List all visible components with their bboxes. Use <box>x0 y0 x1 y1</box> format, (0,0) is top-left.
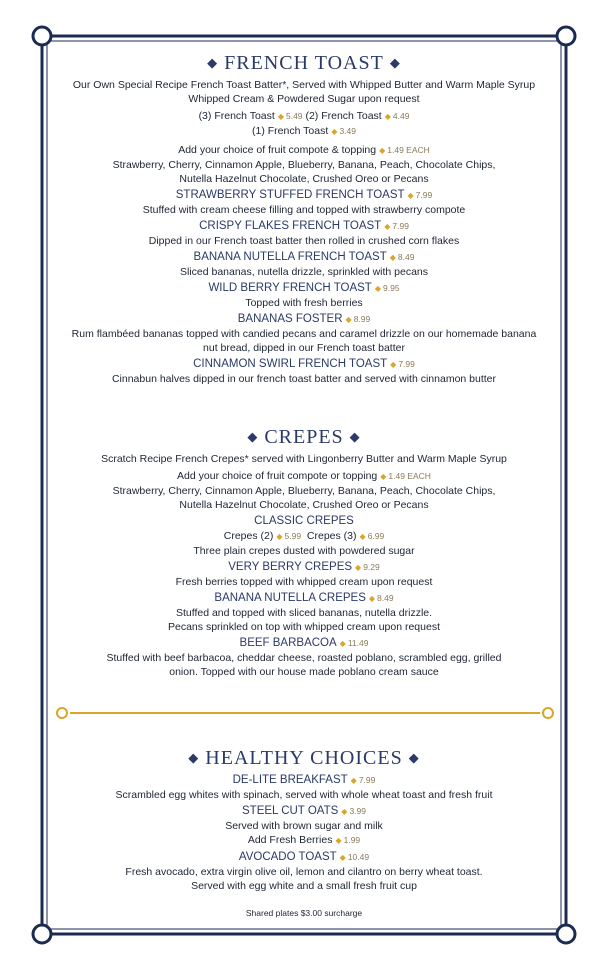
option-price: 6.99 <box>367 531 385 541</box>
price-diamond-icon: ◆ <box>384 112 391 121</box>
oats-addon <box>50 833 558 848</box>
diamond-icon: ◆ <box>349 429 361 444</box>
price-diamond-icon: ◆ <box>331 127 338 136</box>
price-diamond-icon: ◆ <box>389 253 396 262</box>
price-diamond-icon: ◆ <box>374 284 381 293</box>
item-price: 7.99 <box>398 359 415 369</box>
item-name-label: WILD BERRY FRENCH TOAST <box>208 282 372 294</box>
price-diamond-icon: ◆ <box>335 836 342 845</box>
option-price: 5.99 <box>284 531 302 541</box>
item-description: Dipped in our French toast batter then rolled in crushed corn flakes <box>148 235 460 247</box>
menu-item <box>50 357 558 372</box>
item-name-label: STRAWBERRY STUFFED FRENCH TOAST <box>175 189 405 201</box>
classic-crepes-name: CLASSIC CREPES <box>254 515 354 527</box>
price-diamond-icon: ◆ <box>390 360 397 369</box>
diamond-icon: ◆ <box>389 55 401 70</box>
diamond-icon: ◆ <box>188 750 200 765</box>
menu-item <box>50 188 558 203</box>
item-price: 8.99 <box>353 314 371 324</box>
item-price: 9.29 <box>363 562 380 572</box>
french-toast-toppings-2: Nutella Hazelnut Chocolate, Crushed Oreo or Pecans <box>179 173 429 185</box>
avocado-desc-2: Served with egg white and a small fresh fruit cup <box>191 880 417 892</box>
price-diamond-icon: ◆ <box>276 532 283 541</box>
item-name-label: BANANAS FOSTER <box>237 313 343 325</box>
item-price: 11.49 <box>347 638 369 648</box>
option-label: (1) French Toast <box>252 125 329 137</box>
item-name-label: BANANA NUTELLA CREPES <box>214 592 366 604</box>
item-price: 8.49 <box>377 593 394 603</box>
item-description: Fresh berries topped with whipped cream upon request <box>175 576 433 588</box>
item-price: 8.49 <box>397 252 415 262</box>
classic-crepes-desc: Three plain crepes dusted with powdered sugar <box>193 545 415 557</box>
avocado-toast <box>50 850 558 865</box>
item-description: Sliced bananas, nutella drizzle, sprinkled with pecans <box>179 266 429 278</box>
option-label: Crepes (2) <box>223 530 274 542</box>
price-diamond-icon: ◆ <box>368 594 376 603</box>
option-label: (2) French Toast <box>305 110 382 122</box>
item-name-label: STEEL CUT OATS <box>242 805 339 817</box>
item-name-label: BEEF BARBACOA <box>239 637 337 649</box>
french-toast-title: FRENCH TOAST <box>224 52 384 74</box>
menu-item <box>50 312 558 327</box>
addon-price: 1.49 EACH <box>388 471 431 481</box>
option-label: Crepes (3) <box>306 530 357 542</box>
delite-breakfast <box>50 773 558 788</box>
french-toast-items <box>50 188 558 386</box>
item-description: nut bread, dipped in our French toast batter <box>203 342 405 354</box>
crepes-toppings-1: Strawberry, Cherry, Cinnamon Apple, Blueberry, Banana, Peach, Chocolate Chips, <box>112 485 496 497</box>
french-toast-intro: Our Own Special Recipe French Toast Batter*, Served with Whipped Butter and Warm Maple Syrup <box>72 79 536 91</box>
option-label: (3) French Toast <box>198 110 275 122</box>
french-toast-option-single <box>50 124 558 139</box>
oats-desc: Served with brown sugar and milk <box>225 820 383 832</box>
item-description: Topped with fresh berries <box>245 297 363 309</box>
item-description: Rum flambéed bananas topped with candied pecans and caramel drizzle on our homemade banana <box>71 328 537 340</box>
price-diamond-icon: ◆ <box>384 222 391 231</box>
price-diamond-icon: ◆ <box>355 563 362 572</box>
menu-item <box>50 281 558 296</box>
french-toast-intro-2: Whipped Cream & Powdered Sugar upon request <box>188 93 420 105</box>
french-toast-toppings-1: Strawberry, Cherry, Cinnamon Apple, Blueberry, Banana, Peach, Chocolate Chips, <box>112 159 496 171</box>
item-price: 7.99 <box>358 775 376 785</box>
addon-price: 1.99 <box>343 835 361 845</box>
diamond-icon: ◆ <box>247 429 259 444</box>
menu-item <box>50 636 558 651</box>
price-diamond-icon: ◆ <box>341 807 348 816</box>
menu-item <box>50 250 558 265</box>
item-name-label: CINNAMON SWIRL FRENCH TOAST <box>193 358 388 370</box>
item-price: 7.99 <box>392 221 409 231</box>
item-description: Stuffed with cream cheese filling and topped with strawberry compote <box>142 204 466 216</box>
footer-note: Shared plates $3.00 surcharge <box>245 908 363 918</box>
item-price: 10.49 <box>347 852 370 862</box>
option-price: 4.49 <box>392 111 410 121</box>
price-diamond-icon: ◆ <box>359 532 366 541</box>
crepes-items <box>50 560 558 679</box>
item-description: onion. Topped with our house made poblano cream sauce <box>169 666 439 678</box>
item-price: 9.95 <box>383 283 400 293</box>
french-toast-addon <box>50 143 558 158</box>
section-title-healthy <box>50 747 558 769</box>
price-diamond-icon: ◆ <box>379 146 386 155</box>
french-toast-options <box>50 109 558 124</box>
menu-content <box>50 52 558 893</box>
item-name-label: AVOCADO TOAST <box>238 851 337 863</box>
section-title-crepes <box>50 426 558 448</box>
menu-item <box>50 560 558 575</box>
price-diamond-icon: ◆ <box>339 639 346 648</box>
crepes-toppings-2: Nutella Hazelnut Chocolate, Crushed Oreo or Pecans <box>179 499 429 511</box>
price-diamond-icon: ◆ <box>339 853 346 862</box>
item-description: Cinnabun halves dipped in our french toast batter and served with cinnamon butter <box>111 373 497 385</box>
addon-price: 1.49 EACH <box>387 145 430 155</box>
menu-item <box>50 219 558 234</box>
healthy-title: HEALTHY CHOICES <box>205 747 403 769</box>
option-price: 5.49 <box>285 111 303 121</box>
delite-desc: Scrambled egg whites with spinach, served with whole wheat toast and fresh fruit <box>115 789 493 801</box>
item-name-label: DE-LITE BREAKFAST <box>232 774 348 786</box>
crepes-addon <box>50 469 558 484</box>
classic-crepes-options <box>50 529 558 544</box>
crepes-title: CREPES <box>264 426 344 448</box>
addon-label: Add your choice of fruit compote & topping <box>178 144 377 156</box>
price-diamond-icon: ◆ <box>407 191 414 200</box>
section-title-french-toast <box>50 52 558 74</box>
item-name-label: BANANA NUTELLA FRENCH TOAST <box>193 251 387 263</box>
item-description: Pecans sprinkled on top with whipped cream upon request <box>168 621 440 633</box>
item-description: Stuffed and topped with sliced bananas, nutella drizzle. <box>175 607 433 619</box>
steel-cut-oats <box>50 804 558 819</box>
diamond-icon: ◆ <box>408 750 420 765</box>
crepes-intro: Scratch Recipe French Crepes* served with Lingonberry Butter and Warm Maple Syrup <box>101 453 507 465</box>
diamond-icon: ◆ <box>207 55 219 70</box>
option-price: 3.49 <box>339 126 356 136</box>
item-price: 7.99 <box>415 190 433 200</box>
item-name-label: CRISPY FLAKES FRENCH TOAST <box>199 220 382 232</box>
addon-label: Add Fresh Berries <box>247 834 333 846</box>
avocado-desc-1: Fresh avocado, extra virgin olive oil, lemon and cilantro on berry wheat toast. <box>125 866 483 878</box>
price-diamond-icon: ◆ <box>350 776 357 785</box>
item-price: 3.99 <box>349 806 366 816</box>
addon-label: Add your choice of fruit compote or topping <box>177 470 378 482</box>
price-diamond-icon: ◆ <box>380 472 387 481</box>
item-name-label: VERY BERRY CREPES <box>228 561 353 573</box>
price-diamond-icon: ◆ <box>277 112 284 121</box>
menu-item <box>50 591 558 606</box>
price-diamond-icon: ◆ <box>345 315 352 324</box>
item-description: Stuffed with beef barbacoa, cheddar cheese, roasted poblano, scrambled egg, grilled <box>106 652 502 664</box>
